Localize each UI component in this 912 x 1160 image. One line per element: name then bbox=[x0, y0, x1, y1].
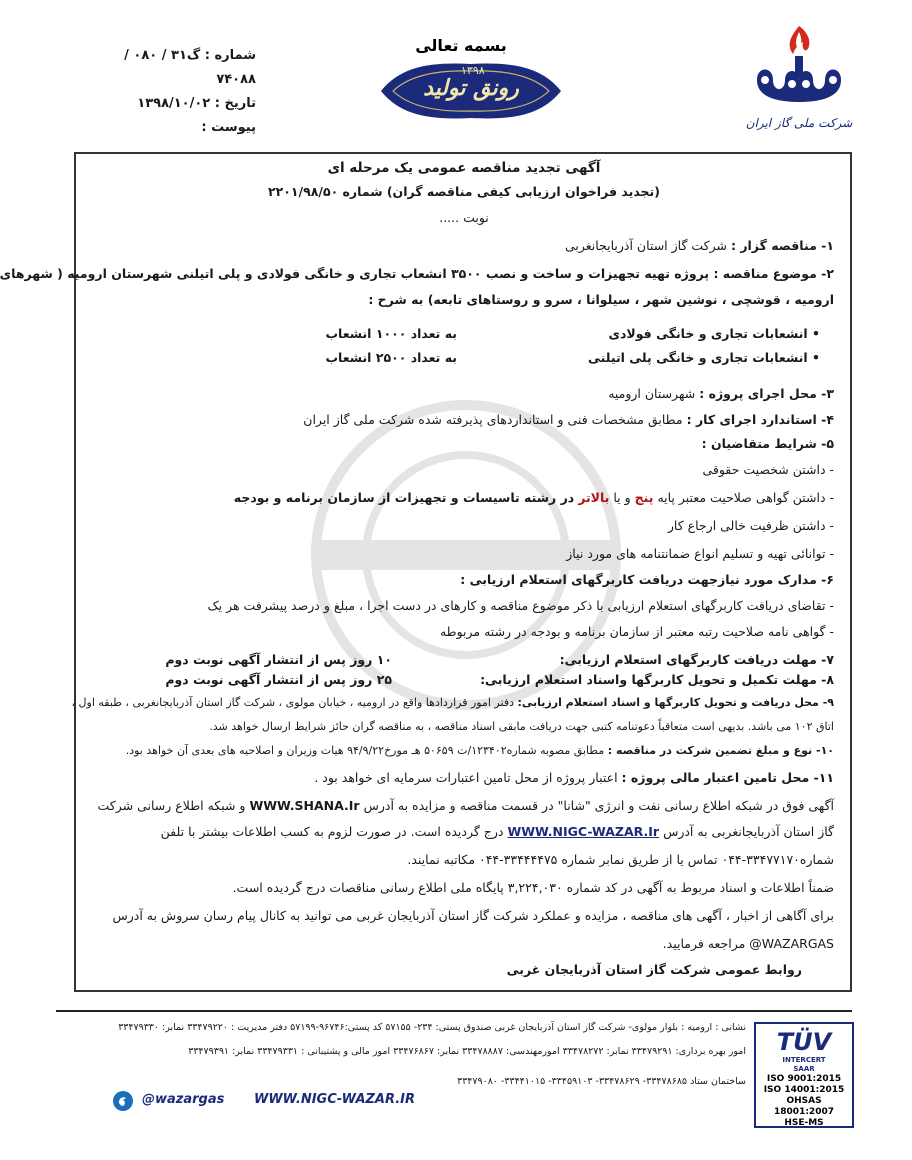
item-11 bbox=[92, 770, 834, 785]
notice-subtitle: (تجدید فراخوان ارزیابی کیفی مناقصه گران) شماره ۲۲۰۱/۹۸/۵۰ bbox=[268, 184, 660, 199]
bullet-steel-count: به تعداد ۱۰۰۰ انشعاب bbox=[325, 326, 457, 341]
item-1 bbox=[92, 238, 834, 253]
shana-link[interactable]: WWW.SHANA.Ir bbox=[249, 798, 360, 813]
item-11-label: ۱۱- محل تامین اعتبار مالی پروژه : bbox=[621, 770, 834, 785]
nigc-emblem-icon bbox=[749, 22, 849, 114]
item-11-text: اعتبار پروژه از محل تامین اعتبارات سرمایه ای خواهد بود . bbox=[314, 770, 618, 785]
item-10 bbox=[92, 744, 834, 757]
bullet-dot-icon: • bbox=[807, 350, 820, 365]
item-3-label: ۳- محل اجرای پروژه : bbox=[699, 386, 834, 401]
item-5-b-mid: و یا bbox=[613, 490, 631, 505]
nigc-logo bbox=[744, 22, 854, 130]
p1-line2-post: درج گردیده است. در صورت لزوم به کسب اطلاعات بیشتر با تلفن bbox=[160, 824, 504, 839]
item-9-label: ۹- محل دریافت و تحویل کاربرگها و اسناد استعلام ارزیابی: bbox=[517, 696, 834, 709]
item-5-b-post: در رشته تاسیسات و تجهیزات از سازمان برنامه و بودجه bbox=[233, 490, 575, 505]
item-5-label: ۵- شرایط متقاضیان : bbox=[701, 436, 834, 451]
paragraph-1-line1 bbox=[92, 798, 834, 813]
seal-slogan: رونق تولید bbox=[423, 76, 519, 101]
item-6-b: - گواهی نامه صلاحیت رتبه معتبر از سازمان برنامه و بودجه در رشته مربوطه bbox=[439, 624, 834, 639]
footer-divider bbox=[56, 1010, 852, 1012]
item-4-label: ۴- استاندارد اجرای کار : bbox=[686, 412, 834, 427]
bullet-steel bbox=[609, 326, 820, 341]
paragraph-1-line3: شماره۳۳۴۷۷۱۷۰-۰۴۴ تماس یا از طریق نمابر شماره ۳۳۴۴۴۴۷۵-۰۴۴ مکاتبه نمایند. bbox=[407, 852, 834, 867]
item-5-b-grade: پنج bbox=[634, 490, 654, 505]
tuv-intercert: INTERCERT bbox=[782, 1056, 826, 1064]
item-9-text1: دفتر امور قراردادها واقع در ارومیه ، خیابان مولوی ، شرکت گاز استان آذربایجانغربی ، طبقه اول ، bbox=[71, 696, 514, 709]
notice-round: نوبت ..... bbox=[439, 210, 489, 225]
paragraph-3-line1: برای آگاهی از اخبار ، آگهی های مناقصه ، مزایده و عملکرد شرکت گاز استان آذربایجان غربی می توانید به کانال پیام رسان سروش به آدرس bbox=[112, 908, 834, 923]
bullet-pe bbox=[588, 350, 820, 365]
ohsas-18001: OHSAS 18001:2007 bbox=[774, 1096, 834, 1117]
item-9-line1 bbox=[71, 696, 834, 709]
footer-hq-phones: ساختمان ستاد ۳۳۴۷۸۶۸۵- ۳۳۴۷۸۶۲۹- ۳۳۴۵۹۱۰۳- ۳۳۴۴۱۰۱۵- ۳۳۴۷۹۰۸۰ bbox=[457, 1076, 746, 1087]
item-5-c: - داشتن ظرفیت خالی ارجاع کار bbox=[667, 518, 834, 533]
item-5-b-above: بالاتر bbox=[578, 490, 610, 505]
item-4 bbox=[92, 412, 834, 427]
basmala: بسمه تعالی bbox=[415, 36, 507, 55]
tuv-saar: SAAR bbox=[793, 1065, 815, 1073]
item-5-d: - توانائی تهیه و تسلیم انواع ضمانتنامه های مورد نیاز bbox=[566, 546, 834, 561]
item-3 bbox=[92, 386, 834, 401]
item-8-text: ۲۵ روز پس از انتشار آگهی نوبت دوم bbox=[165, 672, 392, 687]
item-2-line2: ارومیه ، قوشچی ، نوشین شهر ، سیلوانا ، سرو و روستاهای تابعه) به شرح : bbox=[368, 292, 834, 307]
letter-date: تاریخ : ۱۳۹۸/۱۰/۰۲ bbox=[137, 96, 256, 111]
item-5-b bbox=[92, 490, 834, 505]
letter-meta bbox=[86, 44, 256, 140]
paragraph-2: ضمناً اطلاعات و اسناد مربوط به آگهی در کد شماره ۳,۲۲۴,۰۳۰ پایگاه ملی اطلاع رسانی مناقصات درج گردیده است. bbox=[232, 880, 834, 895]
item-4-text: مطابق مشخصات فنی و استانداردهای پذیرفته شده شرکت ملی گاز ایران bbox=[303, 412, 683, 427]
tuv-logo: TÜV bbox=[776, 1028, 832, 1056]
letter-number: شماره : گ۳۱ / ۰۸۰ / ۷۴۰۸۸ bbox=[124, 48, 256, 87]
item-5-b-pre: - داشتن گواهی صلاحیت معتبر پایه bbox=[657, 490, 834, 505]
soroush-messenger-icon bbox=[112, 1090, 134, 1112]
item-7-text: ۱۰ روز پس از انتشار آگهی نوبت دوم bbox=[165, 652, 392, 667]
footer-address: نشانی : ارومیه : بلوار مولوی- شرکت گاز استان آذربایجان غربی صندوق پستی: ۲۳۴- ۵۷۱۵۵ کد پستی:۹۶۷۴۶-۵۷۱۹۹ دفتر مدیریت : ۳۳۴۷۹۲۲۰ نمابر: ۳۳۴۷۹۳۳۰ bbox=[118, 1022, 746, 1033]
tuv-certificate-badge bbox=[754, 1022, 854, 1128]
item-6-a: - تقاضای دریافت کاربرگهای استعلام ارزیابی با ذکر موضوع مناقصه و کارهای در دست اجرا ، مبلغ و درصد پیشرفت هر یک bbox=[207, 598, 834, 613]
hse-ms: HSE-MS bbox=[784, 1118, 824, 1128]
logo-caption: شرکت ملی گاز ایران bbox=[745, 116, 853, 130]
footer-departments: امور بهره برداری: ۳۳۴۷۹۲۹۱ نمابر: ۳۳۴۷۸۲۷۲ امورمهندسی: ۳۳۴۷۸۸۸۷ نمابر: ۳۳۴۷۶۸۶۷ امور مالی و پشتیبانی : ۳۳۴۷۹۳۳۱ نمابر: ۳۳۴۷۹۳۹۱ bbox=[188, 1046, 746, 1057]
p1-line1-pre: آگهی فوق در شبکه اطلاع رسانی نفت و انرژی "شانا" در قسمت مناقصه و مزایده به آدرس bbox=[363, 798, 834, 813]
item-1-label: ۱- مناقصه گزار : bbox=[730, 238, 834, 253]
bullet-pe-text: انشعابات تجاری و خانگی پلی اتیلنی bbox=[587, 350, 808, 365]
paragraph-1-line2 bbox=[92, 824, 834, 839]
item-8-label: ۸- مهلت تکمیل و تحویل کاربرگها واسناد استعلام ارزیابی: bbox=[480, 672, 834, 687]
letter-attachment: پیوست : bbox=[201, 120, 256, 135]
nigc-wazar-link[interactable]: WWW.NIGC-WAZAR.Ir bbox=[507, 824, 660, 839]
item-9-line2: اتاق ۱۰۲ می باشد. بدیهی است متعاقباً دعوتنامه کتبی جهت دریافت مابقی اسناد مناقصه ، به مناقصه گران حائز شرایط ارسال خواهد شد. bbox=[209, 720, 834, 733]
bullet-dot-icon: • bbox=[807, 326, 820, 341]
item-10-label: ۱۰- نوع و مبلغ تضمین شرکت در مناقصه : bbox=[607, 744, 834, 757]
paragraph-3-line2: WAZARGAS@ مراجعه فرمایید. bbox=[662, 936, 834, 951]
item-7-label: ۷- مهلت دریافت کاربرگهای استعلام ارزیابی: bbox=[559, 652, 834, 667]
notice-title: آگهی تجدید مناقصه عمومی یک مرحله ای bbox=[327, 160, 601, 176]
bullet-steel-text: انشعابات تجاری و خانگی فولادی bbox=[608, 326, 808, 341]
item-2-line1: ۲- موضوع مناقصه : پروژه تهیه تجهیزات و ساخت و نصب ۳۵۰۰ انشعاب تجاری و خانگی فولادی و پلی اتیلنی شهرستان ارومیه ( شهرهای bbox=[0, 266, 834, 281]
p1-line1-post: و شبکه اطلاع رسانی شرکت bbox=[97, 798, 246, 813]
footer-social-handle[interactable]: @wazargas bbox=[142, 1092, 225, 1107]
p1-line2-pre: گاز استان آذربایجانغربی به آدرس bbox=[663, 824, 834, 839]
item-3-text: شهرستان ارومیه bbox=[608, 386, 696, 401]
iso-14001: ISO 14001:2015 bbox=[763, 1085, 845, 1095]
item-1-text: شرکت گاز استان آذربایجانغربی bbox=[564, 238, 727, 253]
bullet-pe-count: به تعداد ۲۵۰۰ انشعاب bbox=[325, 350, 457, 365]
production-year-seal bbox=[371, 58, 571, 124]
item-6-label: ۶- مدارک مورد نیازجهت دریافت کاربرگهای استعلام ارزیابی : bbox=[460, 572, 834, 587]
iso-9001: ISO 9001:2015 bbox=[766, 1074, 842, 1084]
footer-website-link[interactable]: WWW.NIGC-WAZAR.IR bbox=[254, 1092, 416, 1107]
item-5-a: - داشتن شخصیت حقوقی bbox=[702, 462, 834, 477]
seal-year: ۱۳۹۸ bbox=[461, 64, 485, 77]
item-10-text: مطابق مصوبه شماره۱۲۳۴۰۲/ت ۵۰۶۵۹ هـ مورخ۹۴/۹/۲۲ هیات وزیران و اصلاحیه های بعدی آن خواهد بود. bbox=[125, 744, 605, 757]
signature: روابط عمومی شرکت گاز استان آذربایجان غربی bbox=[506, 962, 802, 977]
